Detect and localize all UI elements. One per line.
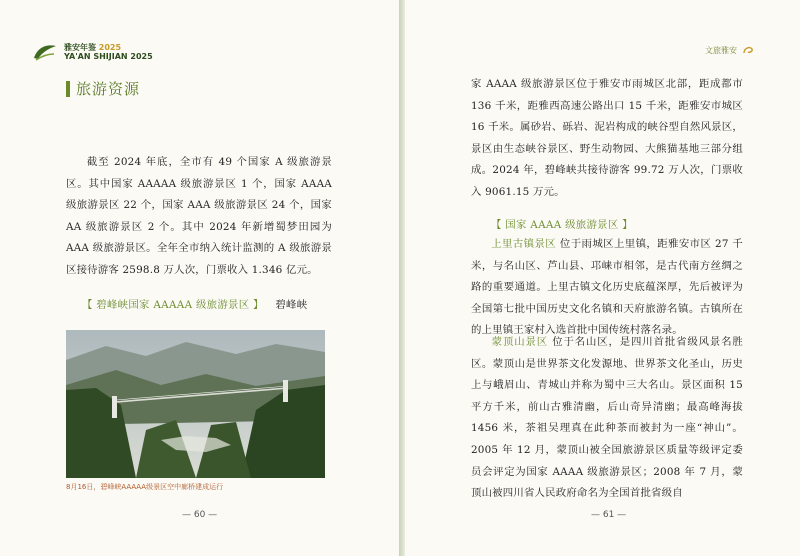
mengdingshan-paragraph xyxy=(471,332,743,505)
section-bar xyxy=(66,81,70,97)
page-number-left: — 60 — xyxy=(182,510,218,520)
logo-subtitle: YA'AN SHIJIAN 2025 xyxy=(64,52,153,61)
bifengxia-bridge-photo xyxy=(66,330,325,478)
tourism-summary-text: 截至 2024 年底，全市有 49 个国家 A 级旅游景区。其中国家 AAAAA 级旅游景区 1 个，国家 AAAA 级旅游景区 22 个，国家 AAA 级旅游景区 24 个，国家 AA 级旅游景区 2 个。其中 2024 年新增蜀梦田园为 AAA 级旅游景区。全年全市纳入统计监测的 A 级旅游景区接待游客 2598.8 万人次，门票收入 1.346 亿元。 xyxy=(66,156,332,276)
tourism-summary-paragraph xyxy=(66,152,332,282)
photo-caption: 8月16日，碧峰峡AAAAA级景区空中廊桥建成运行 xyxy=(66,483,224,491)
running-header-text: 文旅雅安 xyxy=(705,45,737,55)
left-page xyxy=(0,0,399,556)
logo-text xyxy=(64,43,153,61)
canyon-photo-illustration xyxy=(66,330,325,478)
leaf-logo-icon xyxy=(32,42,58,62)
logo-title: 雅安年鉴 xyxy=(64,43,96,52)
mengdingshan-lead: 蒙顶山景区 xyxy=(491,336,548,348)
shangli-paragraph xyxy=(471,234,743,342)
bifengxia-subhead xyxy=(82,296,307,311)
yearbook-logo xyxy=(32,42,153,62)
page-number-right: — 61 — xyxy=(591,510,627,520)
bifengxia-subhead-tail: 碧峰峡 xyxy=(275,299,308,311)
swirl-icon xyxy=(742,44,754,56)
running-header xyxy=(705,44,754,56)
right-page xyxy=(405,0,800,556)
section-title-text: 旅游资源 xyxy=(76,80,141,98)
section-title xyxy=(66,78,140,99)
mengdingshan-body: 位于名山区，是四川首批省级风景名胜区。蒙顶山是世界茶文化发源地、世界茶文化圣山，历史上与峨眉山、青城山并称为蜀中三大名山。景区面积 15 平方千米，前山古雅清幽，后山奇异清幽；最高峰海拔 1456 米，茶祖吴理真在此种茶而被封为一座“神山”。2005 年 12 月，蒙顶山被全国旅游景区质量等级评定委员会评定为国家 AAAA 级旅游景区；2008 年 7 月，蒙顶山被四川省人民政府命名为全国首批省级自 xyxy=(471,336,743,500)
logo-year: 2025 xyxy=(98,43,122,52)
aaaa-scenic-subhead: 【 国家 AAAA 级旅游景区 】 xyxy=(491,219,633,231)
bifengxia-subhead-label: 【 碧峰峡国家 AAAAA 级旅游景区 】 xyxy=(82,299,264,311)
bifengxia-detail-paragraph: 家 AAAA 级旅游景区位于雅安市雨城区北部，距成都市 136 千米，距雅西高速公路出口 15 千米，距雅安市城区 16 千米。属砂岩、砾岩、泥岩构成的峡谷型自然风景区，景区由生态峡谷景区、野生动物园、大熊猫基地三部分组成。2024 年，碧峰峡共接待游客 99.72 万人次，门票收入 9061.15 万元。 xyxy=(471,78,743,198)
shangli-body: 位于雨城区上里镇，距雅安市区 27 千米，与名山区、芦山县、邛崃市相邻，是古代南方丝绸之路的重要通道。上里古镇文化历史底蕴深厚，先后被评为全国第七批中国历史文化名镇和天府旅游名镇。古镇所在的上里镇王家村入选首批中国传统村落名录。 xyxy=(471,238,743,337)
shangli-lead: 上里古镇景区 xyxy=(491,238,557,250)
